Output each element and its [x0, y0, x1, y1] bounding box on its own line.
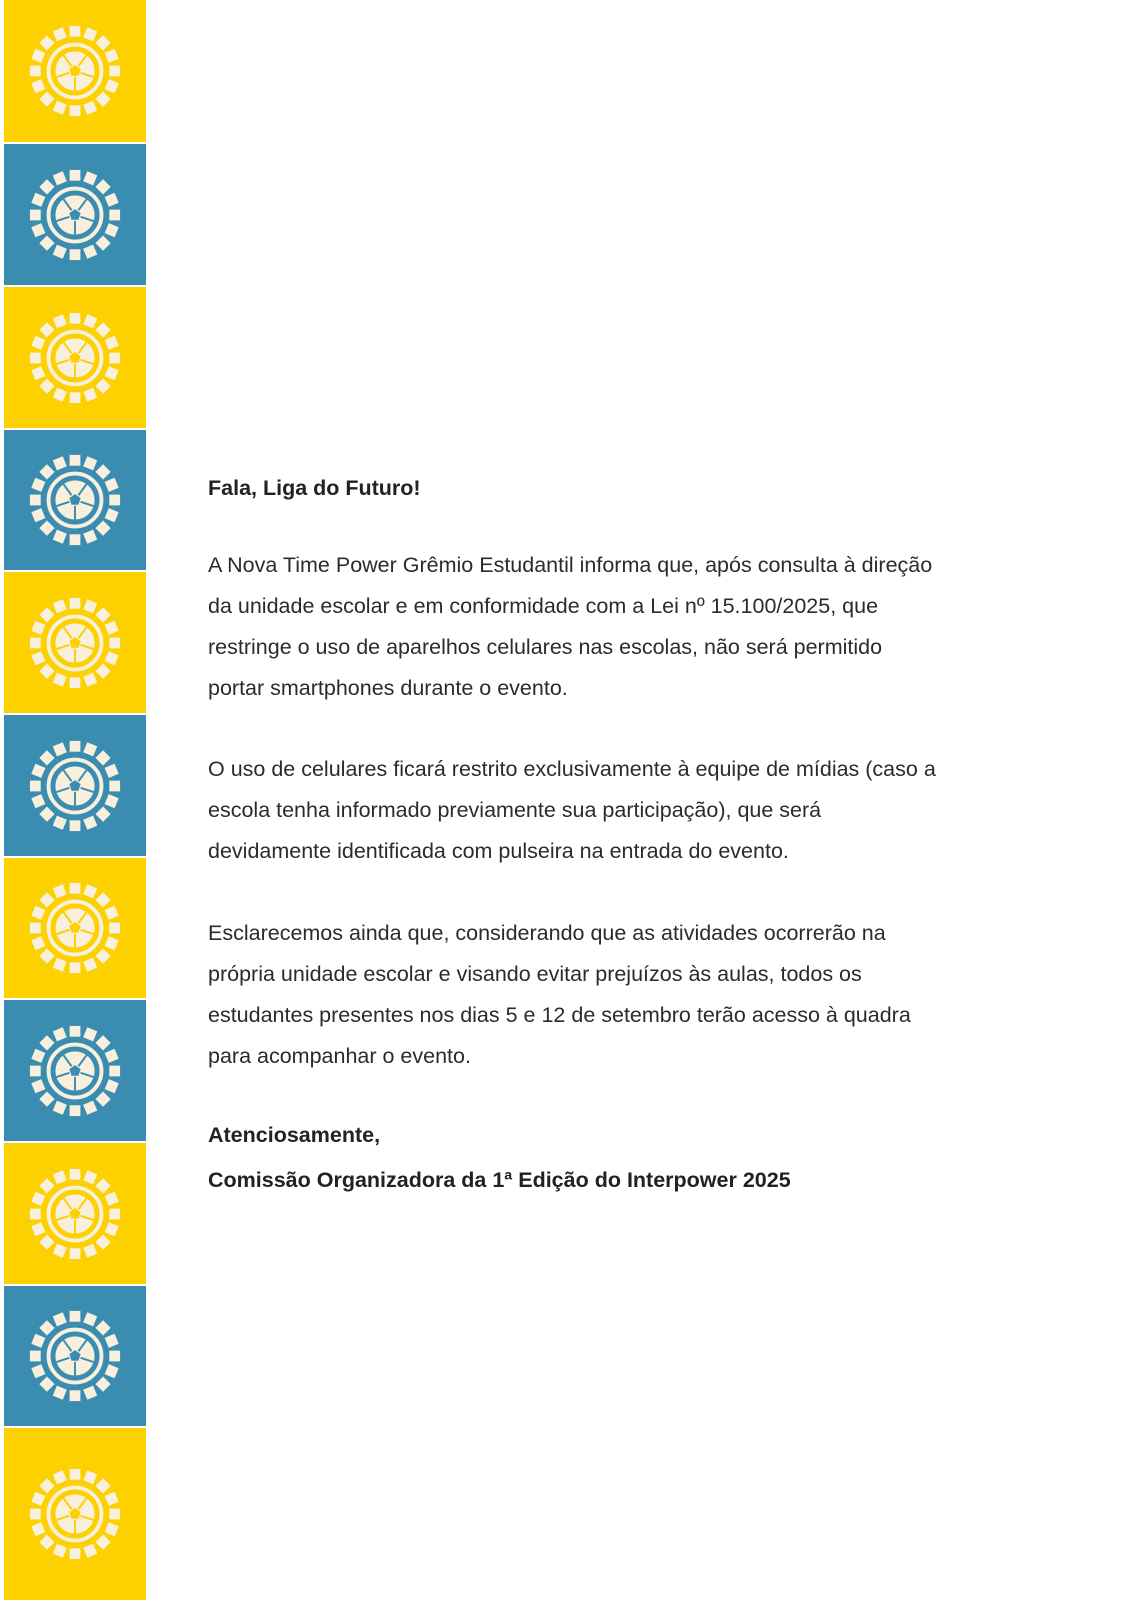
soccer-ball-sun-icon	[26, 1307, 124, 1405]
closing: Atenciosamente,	[208, 1123, 381, 1147]
decorative-side-strip	[4, 0, 146, 1600]
decorative-tile-yellow	[4, 0, 146, 142]
decorative-tile-yellow	[4, 1143, 146, 1284]
paragraph-line: da unidade escolar e em conformidade com a Lei nº 15.100/2025, que	[208, 594, 879, 618]
soccer-ball-sun-icon	[26, 22, 124, 120]
paragraph-line: O uso de celulares ficará restrito exclusivamente à equipe de mídias (caso a	[208, 757, 936, 781]
soccer-ball-sun-icon	[26, 1465, 124, 1563]
decorative-tile-yellow	[4, 572, 146, 713]
paragraph-line: Esclarecemos ainda que, considerando que as atividades ocorrerão na	[208, 921, 886, 945]
soccer-ball-sun-icon	[26, 879, 124, 977]
signature: Comissão Organizadora da 1ª Edição do Interpower 2025	[208, 1168, 791, 1192]
paragraph-line: própria unidade escolar e visando evitar prejuízos às aulas, todos os	[208, 962, 862, 986]
decorative-tile-blue	[4, 715, 146, 856]
soccer-ball-sun-icon	[26, 594, 124, 692]
soccer-ball-sun-icon	[26, 309, 124, 407]
soccer-ball-sun-icon	[26, 737, 124, 835]
paragraph-line: estudantes presentes nos dias 5 e 12 de setembro terão acesso à quadra	[208, 1003, 911, 1027]
decorative-tile-yellow	[4, 1428, 146, 1600]
decorative-tile-yellow	[4, 287, 146, 428]
paragraph-line: A Nova Time Power Grêmio Estudantil informa que, após consulta à direção	[208, 553, 933, 577]
paragraph-line: para acompanhar o evento.	[208, 1044, 471, 1068]
soccer-ball-sun-icon	[26, 1022, 124, 1120]
soccer-ball-sun-icon	[26, 1165, 124, 1263]
decorative-tile-blue	[4, 1286, 146, 1426]
paragraph-line: escola tenha informado previamente sua participação), que será	[208, 798, 822, 822]
decorative-tile-blue	[4, 1000, 146, 1141]
paragraph-line: restringe o uso de aparelhos celulares nas escolas, não será permitido	[208, 635, 883, 659]
soccer-ball-sun-icon	[26, 166, 124, 264]
decorative-tile-blue	[4, 144, 146, 285]
greeting: Fala, Liga do Futuro!	[208, 476, 421, 500]
paragraph-line: devidamente identificada com pulseira na entrada do evento.	[208, 839, 789, 863]
decorative-tile-blue	[4, 430, 146, 570]
decorative-tile-yellow	[4, 858, 146, 998]
soccer-ball-sun-icon	[26, 451, 124, 549]
paragraph-line: portar smartphones durante o evento.	[208, 676, 568, 700]
